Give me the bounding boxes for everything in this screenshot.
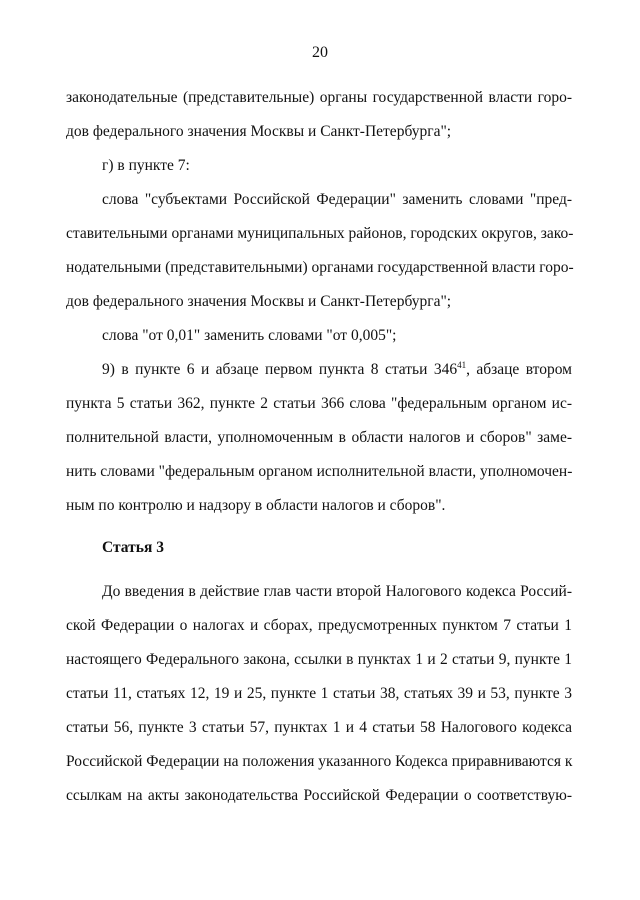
text-line: г) в пункте 7: [102,157,190,174]
text-line: ссылкам на акты законодательства Российской Федерации о соответствую- [66,787,572,804]
text-line: настоящего Федерального закона, ссылки в пунктах 1 и 2 статьи 9, пункте 1 [66,651,572,668]
text-line: ставительными органами муниципальных районов, городских округов, зако- [66,225,574,242]
text-line: слова "субъектами Российской Федерации" заменить словами "пред- [102,191,572,208]
text-line: ным по контролю и надзору в области налогов и сборов". [66,497,446,514]
text-line-with-superscript [102,360,572,380]
text-line: нить словами "федеральным органом исполнительной власти, уполномочен- [66,463,573,480]
text-line: дов федерального значения Москвы и Санкт-Петербурга"; [66,293,452,310]
text-line: Российской Федерации на положения указанного Кодекса приравниваются к [66,753,573,770]
text-line: До введения в действие глав части второй Налогового кодекса Россий- [102,583,572,600]
text-line: статьи 56, пункте 3 статьи 57, пунктах 1 и 4 статьи 58 Налогового кодекса [66,719,572,736]
text-line: полнительной власти, уполномоченным в области налогов и сборов" заме- [66,429,572,446]
text-line: законодательные (представительные) органы государственной власти горо- [66,89,572,106]
text-line: пункта 5 статьи 362, пункте 2 статьи 366 слова "федеральным органом ис- [66,395,572,412]
text-line: нодательными (представительными) органами государственной власти горо- [66,259,574,276]
text-segment: 9) в пункте 6 и абзаце первом пункта 8 статьи 346 [102,361,458,378]
text-line: статьи 11, статьях 12, 19 и 25, пункте 1 статьи 38, статьях 39 и 53, пункте 3 [66,685,572,702]
text-line: ской Федерации о налогах и сборах, предусмотренных пунктом 7 статьи 1 [66,617,572,634]
text-line: слова "от 0,01" заменить словами "от 0,005"; [102,327,397,344]
article-heading: Статья 3 [102,539,164,556]
superscript: 41 [457,359,467,370]
page-number: 20 [312,44,328,61]
text-line: дов федерального значения Москвы и Санкт-Петербурга"; [66,123,452,140]
text-segment: , абзаце втором [466,361,572,378]
